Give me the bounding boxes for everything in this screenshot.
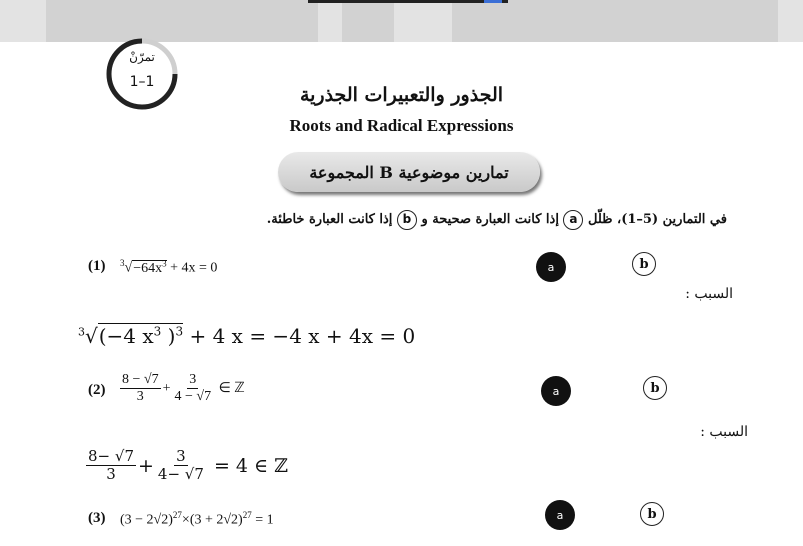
factor-1: (3 − 2√2) [120,512,173,528]
exercise-1-option-b-bubble[interactable]: b [632,252,656,276]
radicand: −64x [133,260,163,276]
exercise-3-option-b-bubble[interactable]: b [640,502,664,526]
expression-rest: = 1 [251,512,274,528]
factor-2: (3 + 2√2) [189,512,243,528]
factor-1-exponent: 27 [172,510,182,520]
times-sign: × [181,512,190,528]
instruction-text [267,210,727,230]
exercise-3-option-a-bubble[interactable]: a [545,500,575,530]
exercise-1-solution: $^3$√(−4 $x^3$ )$^3$ + 4 x = −4 x + 4x = 0 [78,324,416,348]
fraction-2-numerator: 3 [187,372,198,389]
instruction-part2: إذا كانت العبارة صحيحة و [421,212,559,227]
instruction-option-b: b [397,210,417,230]
fraction-2 [173,372,214,405]
solution-fraction-1 [86,448,136,484]
solution-plus: + [137,454,154,477]
badge-title: تمرّنْ [129,50,155,64]
instruction-part3: إذا كانت العبارة خاطئة. [266,212,393,227]
exercise-2-label: (2) [88,382,106,398]
fraction-1 [120,372,161,405]
exercise-1-option-a-bubble[interactable]: a [536,252,566,282]
exercise-1-reason-label: السبب : [685,286,733,302]
fraction-1-numerator: 8 − √7 [120,372,161,389]
root-index: 3 [120,258,125,268]
expression-tail: ∈ ℤ [218,381,245,397]
exercise-2-option-b-bubble[interactable]: b [643,376,667,400]
solution-close-exponent: 3 [175,324,184,339]
instruction-option-a: a [563,210,583,230]
page-title-english: Roots and Radical Expressions [289,116,514,135]
solution-inner: (−4 x [98,324,154,348]
solution-fraction-2-numerator: 3 [176,447,186,465]
fraction-1-denominator: 3 [136,389,144,405]
solution-rest: + 4 x = −4 x + 4x = 0 [183,324,416,348]
solution-fraction-1-numerator: 8− √7 [88,447,134,465]
factor-2-exponent: 27 [242,510,252,520]
exercise-2-reason-label: السبب : [700,424,748,440]
solution-inner-exponent: 3 [153,324,162,339]
radicand-exponent: 3 [162,258,167,268]
solution-close: ) [161,324,176,348]
exercise-3-label: (3) [88,510,106,526]
solution-fraction-1-denominator: 3 [106,465,116,484]
exercise-1-expression: $^3√-64x^3 + 4x = 0$ [120,258,218,276]
exercise-2-expression [118,372,245,405]
toolbar-segment [342,0,394,42]
fraction-2-denominator: 4 − √7 [174,389,212,405]
scroll-indicator[interactable] [308,0,508,3]
instruction-part1: في التمارين (5–1)، ظلّل [588,212,727,227]
exercise-1-label: (1) [88,258,106,274]
exercise-2-solution [84,448,288,484]
plus-sign: + [162,380,171,396]
scroll-thumb[interactable] [484,0,502,3]
solution-root-index: 3 [78,325,85,339]
solution-tail: = 4 ∈ ℤ [213,454,288,477]
group-label: المجموعة B تمارين موضوعية [309,162,509,182]
top-toolbar [0,0,803,42]
group-b-heading [278,152,540,192]
toolbar-segment [46,0,318,42]
solution-fraction-2 [156,448,206,484]
exercise-3-expression [120,510,274,529]
exercise-2-option-a-bubble[interactable]: a [541,376,571,406]
toolbar-segment [452,0,778,42]
badge-number: 1–1 [129,74,155,90]
expression-rest: + 4x = 0 [166,260,218,276]
solution-fraction-2-denominator: 4− √7 [157,465,204,484]
page-title-arabic: الجذور والتعبيرات الجذرية [299,84,504,106]
